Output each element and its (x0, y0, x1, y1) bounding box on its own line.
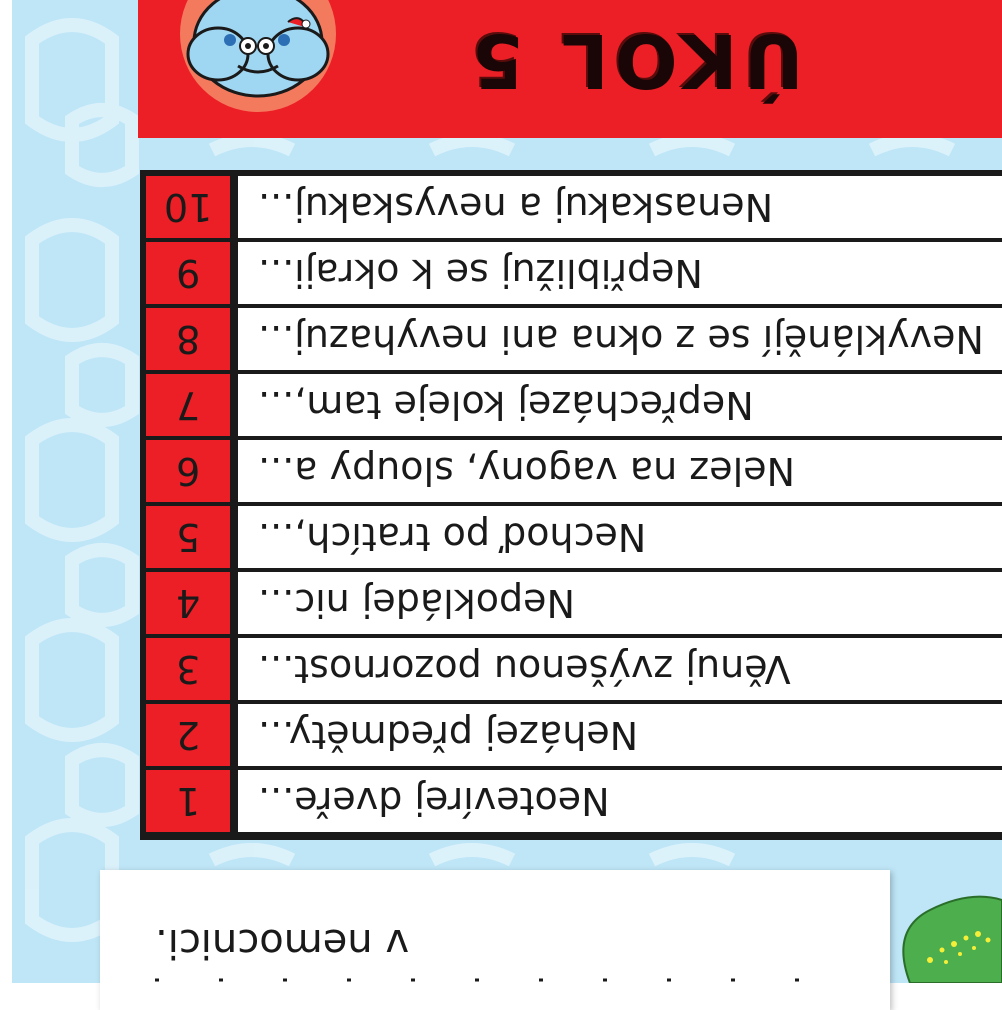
rule-number: 5 (175, 515, 201, 559)
rule-number-cell (146, 308, 234, 370)
rule-number: 2 (175, 713, 201, 757)
rule-number: 10 (163, 185, 213, 229)
rule-number: 9 (175, 251, 201, 295)
rule-number: 3 (175, 647, 201, 691)
rule-text: Nechoď po tratích,... (258, 515, 647, 559)
rule-number: 6 (175, 449, 201, 493)
rule-text-cell (238, 704, 1002, 766)
rule-number-cell (146, 572, 234, 634)
rule-number: 8 (175, 317, 201, 361)
rule-text-cell (238, 176, 1002, 238)
rule-number: 7 (175, 383, 201, 427)
rule-text-cell (238, 572, 1002, 634)
table-row (146, 506, 1002, 568)
rule-number-cell (146, 176, 234, 238)
rule-number-cell (146, 770, 234, 832)
rule-number-cell (146, 638, 234, 700)
table-row (146, 242, 1002, 304)
table-row (146, 308, 1002, 370)
frog-icon (890, 890, 1002, 983)
note-dashed-line (155, 970, 855, 990)
elephant-mascot-icon (178, 0, 338, 114)
rule-text-cell (238, 242, 1002, 304)
rule-text: Neotevírej dveře... (258, 779, 610, 823)
rule-text: Nelez na vagony, sloupy a... (258, 449, 795, 493)
table-row (146, 638, 1002, 700)
rule-number: 4 (175, 581, 201, 625)
rule-number: 1 (175, 779, 201, 823)
rule-text: Nevyklánějí se z okna ani nevyhazuj... (258, 317, 984, 361)
table-row (146, 704, 1002, 766)
note-text: v nemocnici. (155, 920, 410, 966)
rules-table (140, 170, 1002, 840)
rule-text-cell (238, 506, 1002, 568)
rule-number-cell (146, 704, 234, 766)
rule-text: Nenaskakuj a nevyskakuj... (258, 185, 774, 229)
rule-number-cell (146, 506, 234, 568)
rule-text-cell (238, 308, 1002, 370)
rule-number-cell (146, 242, 234, 304)
rule-text-cell (238, 374, 1002, 436)
table-row (146, 572, 1002, 634)
note-box (100, 870, 890, 1010)
rule-number-cell (146, 440, 234, 502)
rule-text: Nepřibližuj se k okraji... (258, 251, 703, 295)
table-row (146, 770, 1002, 832)
table-row (146, 176, 1002, 238)
rule-text: Nepřecházej koleje tam,... (258, 383, 754, 427)
rule-text-cell (238, 638, 1002, 700)
rule-text-cell (238, 440, 1002, 502)
table-row (146, 374, 1002, 436)
table-row (146, 440, 1002, 502)
rule-text: Neházej předměty... (258, 713, 639, 757)
rule-number-cell (146, 374, 234, 436)
rule-text: Věnuj zvýšenou pozornost... (258, 647, 791, 691)
rule-text: Nepokládej nic... (258, 581, 575, 625)
page-title: ÚKOL 5 (466, 17, 804, 103)
rule-text-cell (238, 770, 1002, 832)
